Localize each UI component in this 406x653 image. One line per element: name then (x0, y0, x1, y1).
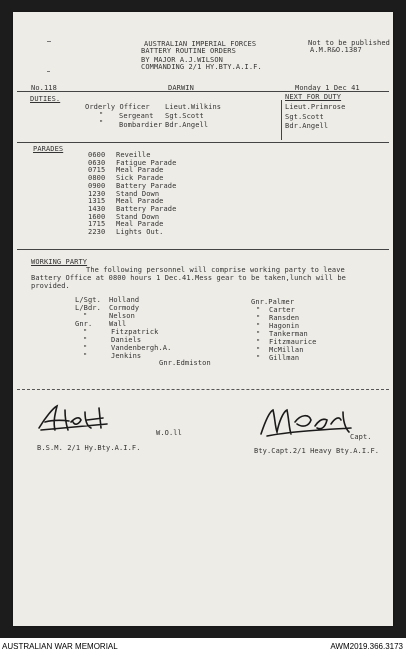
parades-heading: PARADES (33, 145, 64, 153)
working-party-name: Hagonin (269, 322, 300, 330)
punch-mark (47, 41, 51, 42)
parade-time: 1230 (88, 189, 106, 198)
ditto-mark: " (256, 330, 261, 338)
ditto-mark: " (256, 314, 261, 322)
ditto-mark: " (256, 306, 261, 314)
working-party-rank: " (83, 312, 88, 320)
parade-time: 0900 (88, 181, 106, 190)
signature-captain (257, 402, 357, 446)
working-party-name: Nelson (109, 312, 135, 320)
working-party-name: Daniels (111, 336, 142, 344)
divider-dashed (17, 389, 389, 390)
signature-caption-left: B.S.M. 2/1 Hy.Bty.A.I.F. (37, 444, 141, 452)
parade-event: Stand Down (116, 212, 160, 221)
parade-time: 1715 (88, 220, 106, 229)
ditto-mark: " (99, 119, 104, 127)
working-party-text: Battery Office at 0800 hours 1 Dec.41.Mess gear to be taken,lunch will be (31, 274, 346, 282)
header-subtitle: BATTERY ROUTINE ORDERS (141, 47, 236, 55)
parade-event: Fatigue Parade (116, 158, 177, 167)
footer-source: AUSTRALIAN WAR MEMORIAL (2, 642, 118, 651)
signature-caption-right: Bty.Capt.2/1 Heavy Bty.A.I.F. (254, 447, 380, 455)
signature-bsm (35, 400, 115, 440)
working-party-rank: Gnr. (75, 320, 93, 328)
parade-time: 0715 (88, 166, 106, 175)
ditto-mark: " (256, 322, 261, 330)
header-commanding: COMMANDING 2/1 HY.BTY.A.I.F. (141, 63, 262, 71)
working-party-text: provided. (31, 282, 70, 290)
header-title: AUSTRALIAN IMPERIAL FORCES (144, 40, 257, 48)
duties-heading: DUTIES. (30, 95, 61, 103)
ditto-mark: " (256, 346, 261, 354)
duty-role: Bombardier (119, 121, 163, 129)
working-party-rank: " (83, 336, 88, 344)
next-for-duty-heading: NEXT FOR DUTY (285, 93, 342, 101)
parade-event: Lights Out. (116, 228, 164, 236)
parade-event: Stand Down (116, 189, 160, 198)
document-page (13, 12, 393, 626)
working-party-name: McMillan (269, 346, 304, 354)
working-party-heading: WORKING PARTY (31, 258, 88, 266)
duty-name: Bdr.Angell (165, 121, 209, 129)
parade-event: Meal Parade (116, 166, 164, 175)
parade-time: 0800 (88, 174, 106, 183)
working-party-rank: " (83, 352, 88, 360)
duty-name: Lieut.Wilkins (165, 103, 222, 111)
punch-mark (47, 71, 50, 72)
ditto-mark: " (256, 338, 261, 346)
parade-event: Meal Parade (116, 197, 164, 206)
working-party-name: Fitzpatrick (111, 328, 159, 336)
duty-name: Sgt.Scott (165, 112, 204, 120)
working-party-extra: Gnr.Edmiston (159, 359, 211, 367)
working-party-name: Wall (109, 320, 127, 328)
working-party-name: Carter (269, 306, 295, 314)
divider (17, 142, 389, 143)
order-place: DARWIN (168, 84, 194, 92)
parade-time: 2230 (88, 228, 106, 236)
divider (17, 91, 389, 92)
parade-time: 1315 (88, 197, 106, 206)
parade-time: 1600 (88, 212, 106, 221)
working-party-name: Tankerman (269, 330, 308, 338)
working-party-rank: L/Sgt. (75, 296, 101, 304)
working-party-name: Holland (109, 296, 140, 304)
order-number: No.118 (31, 84, 57, 92)
next-duty-name: Sgt.Scott (285, 113, 324, 121)
working-party-name: Ransden (269, 314, 300, 322)
signature-title-left: W.O.ll (156, 429, 182, 437)
working-party-name: Fitzmaurice (269, 338, 317, 346)
parade-event: Battery Parade (116, 181, 177, 190)
next-duty-box-left (281, 100, 282, 140)
parade-event: Sick Parade (116, 174, 164, 183)
ditto-mark: " (256, 354, 261, 362)
duty-role: Sergeant (119, 112, 154, 120)
working-party-text: The following personnel will comprise working party to leave (86, 266, 345, 274)
next-duty-name: Lieut.Primrose (285, 103, 346, 111)
working-party-name: Jenkins (111, 352, 142, 360)
parade-event: Reveille (116, 151, 151, 159)
parade-time: 1430 (88, 204, 106, 213)
duty-role: Orderly Officer (85, 103, 150, 111)
parade-event: Meal Parade (116, 220, 164, 229)
next-duty-name: Bdr.Angell (285, 122, 329, 130)
parade-time: 0630 (88, 158, 106, 167)
working-party-name: Gillman (269, 354, 300, 362)
signature-suffix-right: Capt. (350, 433, 372, 441)
working-party-rank: " (83, 328, 88, 336)
working-party-rank: " (83, 344, 88, 352)
header-by-line: BY MAJOR A.J.WILSON (141, 56, 223, 64)
footer-accession: AWM2019.366.3173 (330, 642, 403, 651)
not-published-line1: Not to be published (308, 39, 390, 47)
working-party-name: Cormody (109, 304, 140, 312)
working-party-name: Vandenbergh.A. (111, 344, 172, 352)
not-published-line2: A.M.R&O.1387 (310, 46, 362, 54)
parade-time: 0600 (88, 151, 106, 159)
ditto-mark: " (99, 111, 104, 119)
divider (17, 249, 389, 250)
working-party-right-first: Gnr.Palmer (251, 298, 295, 306)
order-date: Monday 1 Dec 41 (295, 84, 360, 92)
footer (0, 641, 406, 653)
working-party-rank: L/Bdr. (75, 304, 101, 312)
parade-event: Battery Parade (116, 204, 177, 213)
